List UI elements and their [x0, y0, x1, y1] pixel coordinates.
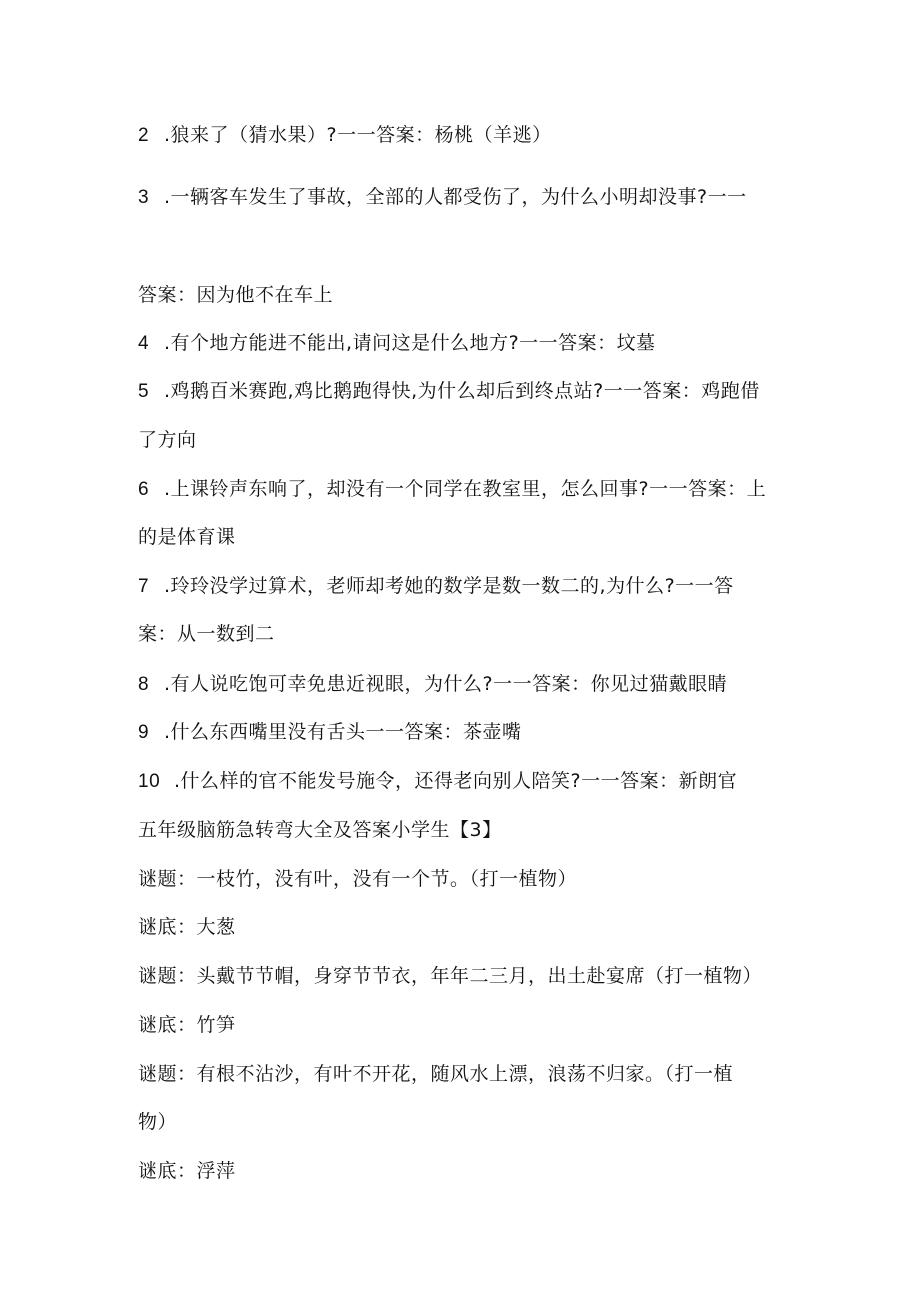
item-number: 9	[138, 722, 150, 743]
item-text: .狼来了（猜水果）?一一答案：杨桃（羊逃）	[164, 124, 552, 146]
list-item-continuation: 的是体育课	[138, 526, 236, 548]
item-text: .上课铃声东响了，却没有一个同学在教室里，怎么回事?一一答案：上	[164, 478, 767, 500]
item-text: .有人说吃饱可幸免患近视眼，为什么?一一答案：你见过猫戴眼睛	[164, 673, 728, 695]
list-item	[138, 331, 656, 356]
list-item-continuation: 案：从一数到二	[138, 623, 275, 645]
item-number: 2	[138, 125, 150, 146]
list-item	[138, 123, 552, 148]
riddle-answer: 谜底：竹笋	[138, 1014, 236, 1036]
item-text: .鸡鹅百米赛跑,鸡比鹅跑得快,为什么却后到终点站?一一答案：鸡跑借	[164, 380, 760, 402]
item-text: .玲玲没学过算术，老师却考她的数学是数一数二的,为什么?一一答	[164, 575, 734, 597]
item-text: .一辆客车发生了事故，全部的人都受伤了，为什么小明却没事?一一	[164, 186, 747, 208]
list-item	[138, 477, 766, 502]
riddle-question: 谜题：头戴节节帽，身穿节节衣，年年二三月，出土赴宴席（打一植物）	[138, 965, 763, 987]
item-number: 7	[138, 576, 150, 597]
item-number: 5	[138, 381, 150, 402]
item-number: 10	[138, 771, 161, 792]
item-number: 6	[138, 479, 150, 500]
list-item	[138, 720, 522, 745]
list-item	[138, 379, 760, 404]
item-number: 3	[138, 187, 150, 208]
list-item	[138, 769, 737, 794]
section-title: 五年级脑筋急转弯大全及答案小学生【3】	[138, 819, 502, 841]
riddle-question: 谜题：一枝竹，没有叶，没有一个节。（打一植物）	[138, 868, 578, 890]
item-text: .什么样的官不能发号施令，还得老向别人陪笑?一一答案：新朗官	[174, 770, 738, 792]
riddle-question-continuation: 物）	[138, 1111, 178, 1133]
list-item-continuation: 了方向	[138, 429, 197, 451]
list-item-continuation: 答案：因为他不在车上	[138, 284, 334, 306]
list-item	[138, 574, 734, 599]
item-text: .什么东西嘴里没有舌头一一答案：茶壶嘴	[164, 721, 522, 743]
riddle-answer: 谜底：浮萍	[138, 1160, 236, 1182]
riddle-answer: 谜底：大葱	[138, 916, 236, 938]
item-number: 4	[138, 333, 150, 354]
item-number: 8	[138, 674, 150, 695]
list-item	[138, 185, 747, 210]
list-item	[138, 672, 727, 697]
riddle-question: 谜题：有根不沾沙，有叶不开花，随风水上漂，浪荡不归家。（打一植	[138, 1063, 734, 1085]
item-text: .有个地方能进不能出,请问这是什么地方?一一答案：坟墓	[164, 332, 656, 354]
